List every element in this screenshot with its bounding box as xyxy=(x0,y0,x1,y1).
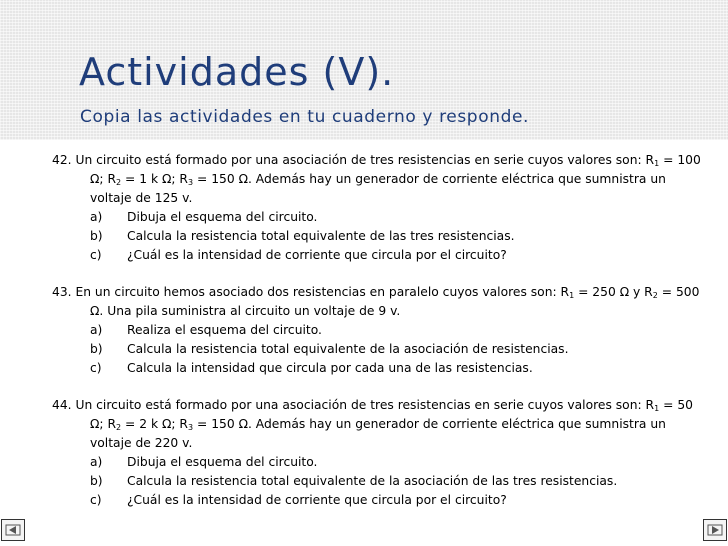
question-item: c) ¿Cuál es la intensidad de corriente que circula por el circuito? xyxy=(90,248,507,262)
arrow-right-icon xyxy=(707,523,723,537)
question-list xyxy=(52,208,702,265)
question-item: a) Dibuja el esquema del circuito. xyxy=(90,455,318,469)
previous-slide-button[interactable] xyxy=(1,519,25,541)
activity-statement: 42. Un circuito está formado por una asociación de tres resistencias en serie cuyos valores son: $R_1 = 100$ Ω; $R_2 = 1$ k Ω; $R_3 = 150$ Ω. Además hay un generador de corriente eléctrica que sumnistra un voltaje de 125 v. xyxy=(52,153,701,205)
activity-43 xyxy=(52,283,702,378)
slide-subtitle: Copia las actividades en tu cuaderno y responde. xyxy=(80,107,530,127)
question-item: a) Dibuja el esquema del circuito. xyxy=(90,210,318,224)
question-item: b) Calcula la resistencia total equivalente de la asociación de resistencias. xyxy=(90,342,569,356)
activity-statement: 44. Un circuito está formado por una asociación de tres resistencias en serie cuyos valores son: $R_1 = 50$ Ω; $R_2 = 2$ k Ω; $R_3 = 150$ Ω. Además hay un generador de corriente eléctrica que sumnistra un voltaje de 220 v. xyxy=(52,398,693,450)
question-item: b) Calcula la resistencia total equivalente de las tres resistencias. xyxy=(90,229,515,243)
arrow-left-icon xyxy=(5,523,21,537)
activity-list xyxy=(52,151,702,528)
activity-42 xyxy=(52,151,702,265)
question-item: b) Calcula la resistencia total equivalente de la asociación de las tres resistencias. xyxy=(90,474,618,488)
activity-statement: 43. En un circuito hemos asociado dos resistencias en paralelo cuyos valores son: $R_1 = 250$ Ω y $R_2 = 500$ Ω. Una pila suministra al circuito un voltaje de 9 v. xyxy=(52,285,700,318)
question-item: c) ¿Cuál es la intensidad de corriente que circula por el circuito? xyxy=(90,493,507,507)
question-list xyxy=(52,321,702,378)
next-slide-button[interactable] xyxy=(703,519,727,541)
question-item: a) Realiza el esquema del circuito. xyxy=(90,323,322,337)
question-item: c) Calcula la intensidad que circula por cada una de las resistencias. xyxy=(90,361,533,375)
activity-44 xyxy=(52,396,702,510)
slide-title: Actividades (V). xyxy=(79,50,395,94)
question-list xyxy=(52,453,702,510)
